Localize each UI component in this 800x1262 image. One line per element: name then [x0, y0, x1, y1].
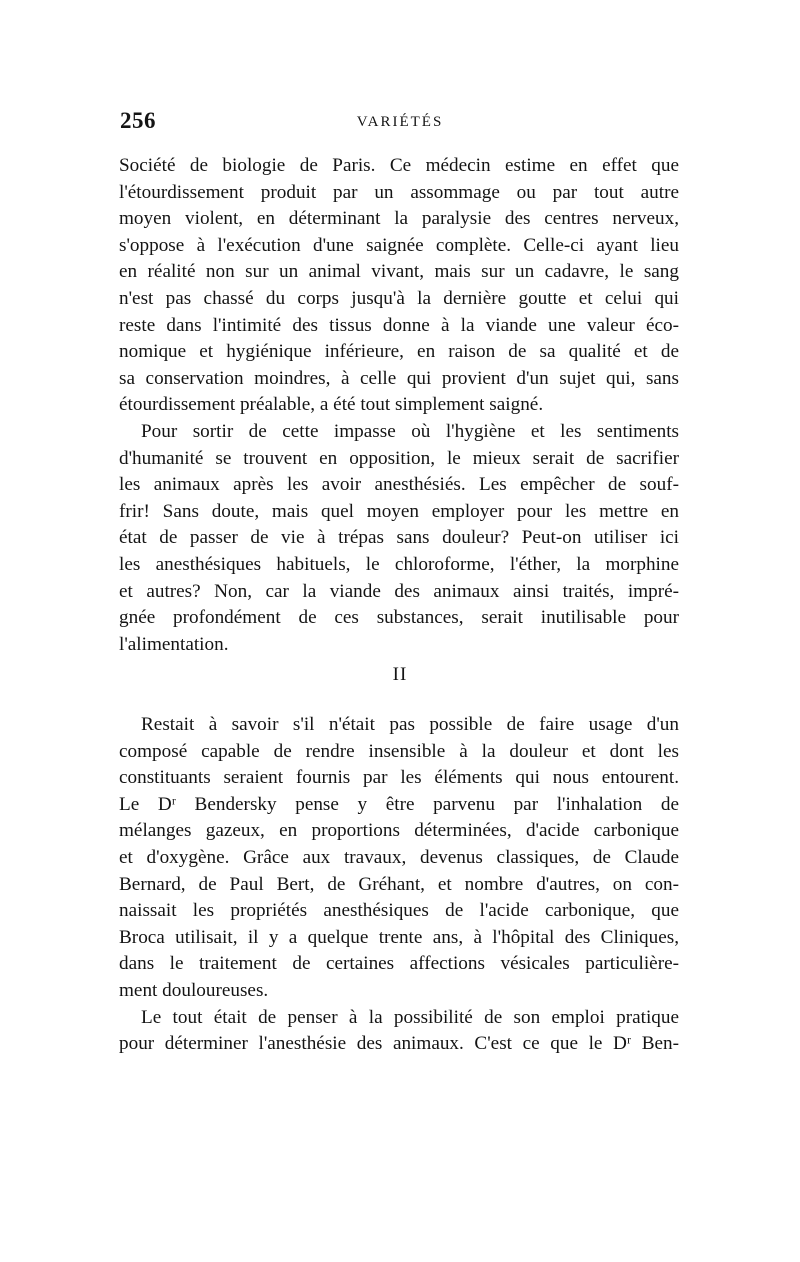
text-line: composé capable de rendre insensible à la douleur et dont les: [119, 740, 679, 762]
text-line: et autres? Non, car la viande des animaux ainsi traités, impré-: [119, 580, 679, 602]
page-number: 256: [120, 108, 156, 133]
text-line: les animaux après les avoir anesthésiés. Les empêcher de souf-: [119, 474, 679, 496]
text-line: Société de biologie de Paris. Ce médecin estime en effet que: [119, 155, 679, 176]
text-line: mélanges gazeux, en proportions déterminées, d'acide carbonique: [119, 820, 679, 842]
text-line: l'étourdissement produit par un assommage ou par tout autre: [119, 181, 679, 203]
text-line: dans le traitement de certaines affections vésicales particulière-: [119, 953, 679, 975]
text-line: pour déterminer l'anesthésie des animaux. C'est ce que le Dʳ Ben-: [119, 1033, 679, 1055]
text-block-first: [119, 153, 679, 658]
text-line: Bernard, de Paul Bert, de Gréhant, et nombre d'autres, on con-: [119, 873, 679, 895]
section-numeral: II: [392, 664, 408, 685]
text-line: naissait les propriétés anesthésiques de l'acide carbonique, que: [119, 900, 679, 922]
text-line: constituants seraient fournis par les éléments qui nous entourent.: [119, 767, 679, 789]
text-line: d'humanité se trouvent en opposition, le mieux serait de sacrifier: [119, 447, 679, 469]
text-block-second: [119, 712, 679, 1058]
section-title: VARIÉTÉS: [356, 114, 444, 130]
text-line: état de passer de vie à trépas sans douleur? Peut-on utiliser ici: [119, 527, 679, 549]
text-line: ment douloureuses.: [119, 979, 269, 1001]
text-line: étourdissement préalable, a été tout simplement saigné.: [119, 394, 544, 416]
text-line: l'alimentation.: [119, 633, 229, 655]
text-line: les anesthésiques habituels, le chloroforme, l'éther, la morphine: [119, 553, 679, 575]
text-line: Le Dʳ Bendersky pense y être parvenu par l'inhalation de: [119, 793, 679, 815]
text-line: Pour sortir de cette impasse où l'hygiène et les sentiments: [141, 420, 679, 442]
text-line: n'est pas chassé du corps jusqu'à la dernière goutte et celui qui: [119, 287, 679, 309]
text-line: reste dans l'intimité des tissus donne à la viande une valeur éco-: [119, 314, 679, 336]
text-line: Broca utilisait, il y a quelque trente ans, à l'hôpital des Cliniques,: [119, 926, 679, 948]
text-line: gnée profondément de ces substances, serait inutilisable pour: [119, 607, 679, 629]
text-line: et d'oxygène. Grâce aux travaux, devenus classiques, de Claude: [119, 846, 679, 868]
text-line: s'oppose à l'exécution d'une saignée complète. Celle-ci ayant lieu: [119, 234, 679, 256]
text-line: en réalité non sur un animal vivant, mais sur un cadavre, le sang: [119, 261, 679, 283]
text-line: Restait à savoir s'il n'était pas possible de faire usage d'un: [141, 714, 679, 735]
text-line: frir! Sans doute, mais quel moyen employer pour les mettre en: [119, 500, 679, 522]
running-head: [120, 108, 680, 142]
text-line: Le tout était de penser à la possibilité de son emploi pratique: [141, 1006, 679, 1028]
text-line: nomique et hygiénique inférieure, en raison de sa qualité et de: [119, 341, 679, 363]
text-line: moyen violent, en déterminant la paralysie des centres nerveux,: [119, 208, 679, 230]
text-line: sa conservation moindres, à celle qui provient d'un sujet qui, sans: [119, 367, 679, 389]
